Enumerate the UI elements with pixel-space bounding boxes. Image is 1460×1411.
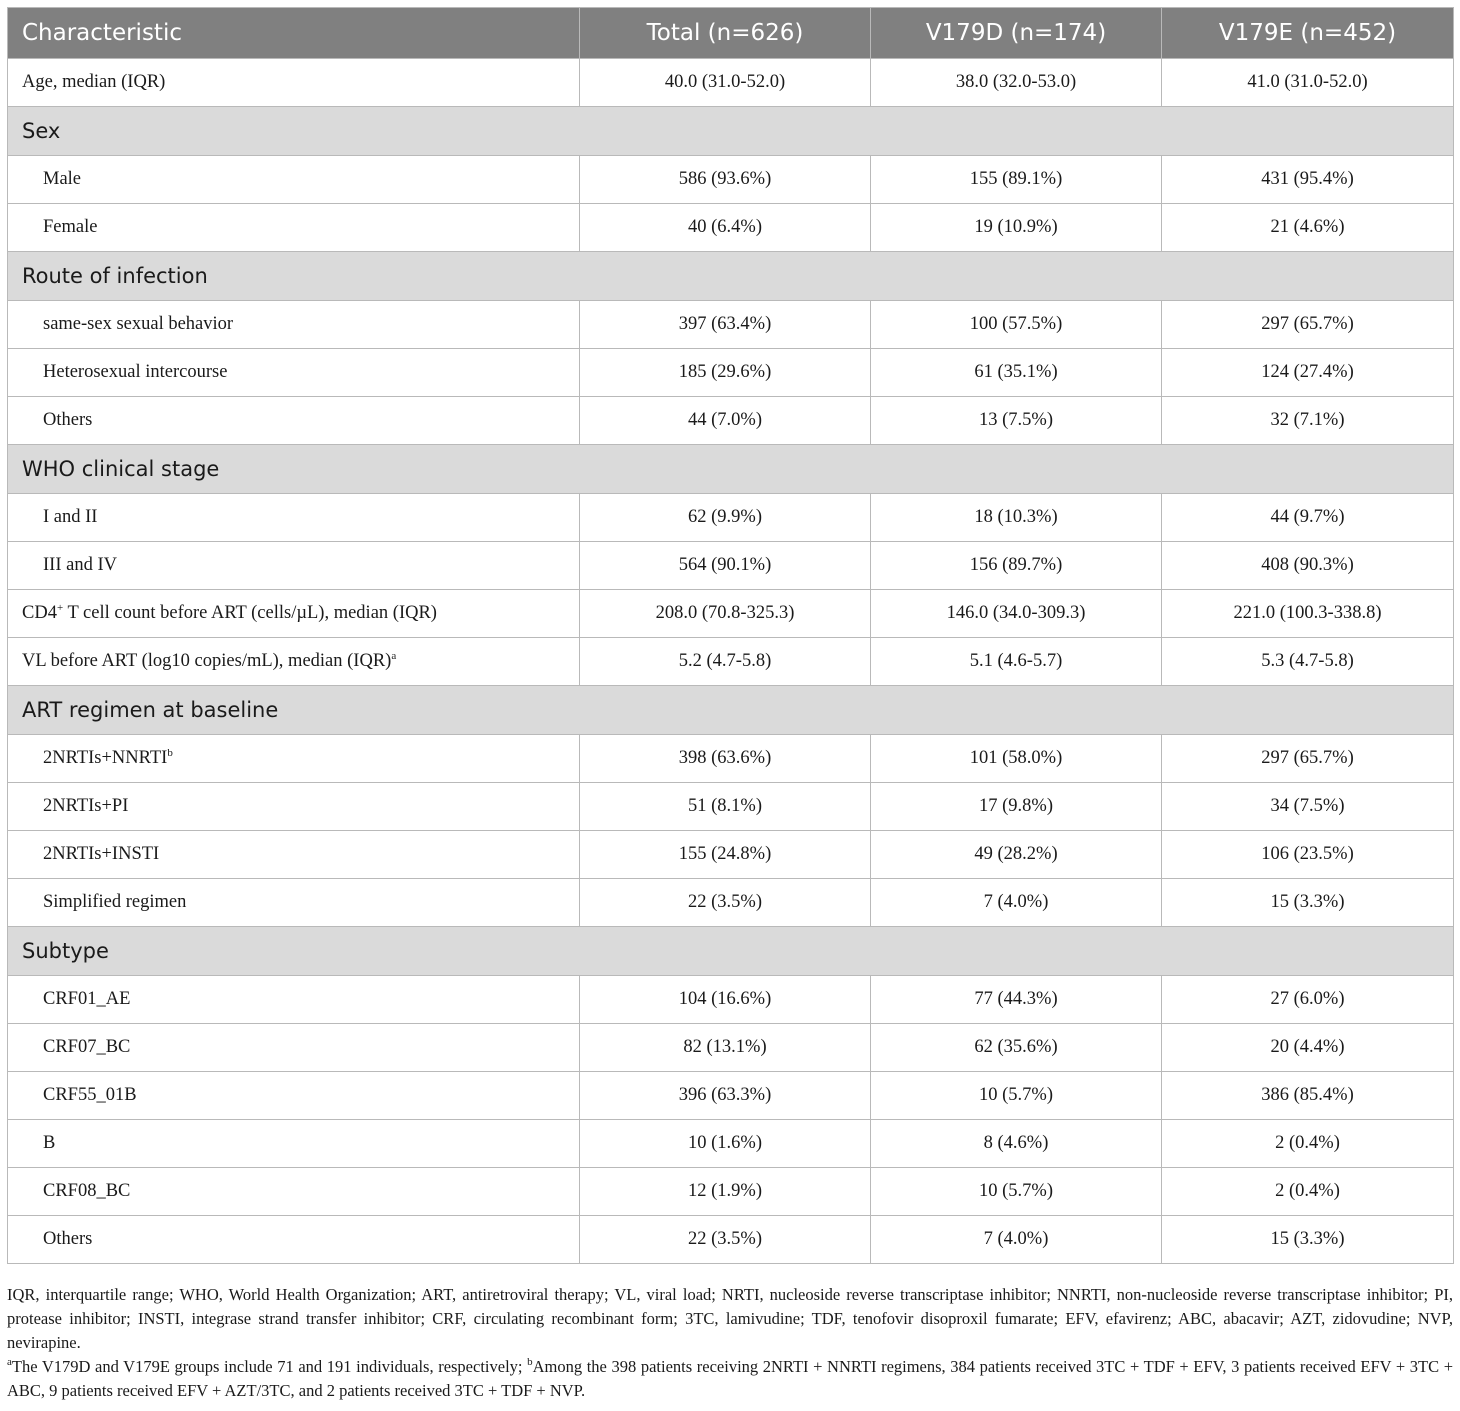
table-row [8, 1168, 1454, 1216]
table-row [8, 542, 1454, 590]
note-b-mark: b [527, 1356, 533, 1368]
row-label-text: Male [43, 169, 82, 189]
cell-total: 396 (63.3%) [580, 1072, 871, 1120]
cell-v179e: 15 (3.3%) [1162, 879, 1454, 927]
row-label-text: 2NRTIs+PI [43, 796, 129, 816]
row-label [8, 831, 580, 879]
cell-v179e: 5.3 (4.7-5.8) [1162, 638, 1454, 686]
cell-v179d: 77 (44.3%) [871, 976, 1162, 1024]
row-label-text: CD4 [22, 603, 57, 623]
cell-total: 12 (1.9%) [580, 1168, 871, 1216]
row-label-text: Age, median (IQR) [22, 72, 166, 92]
row-label-text: same-sex sexual behavior [43, 314, 234, 334]
cell-v179e: 2 (0.4%) [1162, 1120, 1454, 1168]
row-label [8, 1072, 580, 1120]
cell-v179d: 10 (5.7%) [871, 1072, 1162, 1120]
table-row [8, 1120, 1454, 1168]
table-row [8, 301, 1454, 349]
cell-v179e: 21 (4.6%) [1162, 204, 1454, 252]
row-label-text: CRF08_BC [43, 1181, 131, 1201]
table-row [8, 638, 1454, 686]
cell-total: 22 (3.5%) [580, 1216, 871, 1264]
cell-total: 564 (90.1%) [580, 542, 871, 590]
row-label-text: III and IV [43, 555, 117, 575]
cell-v179d: 100 (57.5%) [871, 301, 1162, 349]
section-label: WHO clinical stage [8, 445, 1454, 494]
row-label-text: 2NRTIs+NNRTI [43, 748, 168, 768]
header-v179e: V179E (n=452) [1162, 8, 1454, 59]
section-label: Route of infection [8, 252, 1454, 301]
table-row [8, 879, 1454, 927]
table-row [8, 735, 1454, 783]
cell-v179d: 156 (89.7%) [871, 542, 1162, 590]
row-label-text: Others [43, 1229, 93, 1249]
cell-v179e: 106 (23.5%) [1162, 831, 1454, 879]
row-label [8, 494, 580, 542]
section-row [8, 107, 1454, 156]
section-row [8, 252, 1454, 301]
row-label-text: Others [43, 410, 93, 430]
cell-total: 40 (6.4%) [580, 204, 871, 252]
section-label: Subtype [8, 927, 1454, 976]
note-a-mark: a [7, 1356, 12, 1368]
cell-v179e: 408 (90.3%) [1162, 542, 1454, 590]
cell-total: 82 (13.1%) [580, 1024, 871, 1072]
section-row [8, 686, 1454, 735]
cell-total: 22 (3.5%) [580, 879, 871, 927]
table-row [8, 1216, 1454, 1264]
cell-v179e: 2 (0.4%) [1162, 1168, 1454, 1216]
table-row [8, 976, 1454, 1024]
cell-v179d: 18 (10.3%) [871, 494, 1162, 542]
header-characteristic: Characteristic [8, 8, 580, 59]
row-label-text: Heterosexual intercourse [43, 362, 228, 382]
abbreviations-note: IQR, interquartile range; WHO, World Health Organization; ART, antiretroviral therapy; VL, viral load; NRTI, nucleoside reverse transcriptase inhibitor; NNRTI, non-nucleoside reverse transcriptase inhibitor; PI, protease inhibitor; INSTI, integrase strand transfer inhibitor; CRF, circulating recombinant form; 3TC, lamivudine; TDF, tenofovir disoproxil fumarate; EFV, efavirenz; ABC, abacavir; AZT, zidovudine; NVP, nevirapine. [7, 1285, 1453, 1352]
row-label [8, 349, 580, 397]
cell-total: 62 (9.9%) [580, 494, 871, 542]
row-label [8, 1024, 580, 1072]
cell-v179e: 124 (27.4%) [1162, 349, 1454, 397]
cell-v179e: 386 (85.4%) [1162, 1072, 1454, 1120]
row-label [8, 1216, 580, 1264]
table-row [8, 590, 1454, 638]
cell-v179e: 32 (7.1%) [1162, 397, 1454, 445]
cell-v179d: 49 (28.2%) [871, 831, 1162, 879]
cell-v179d: 62 (35.6%) [871, 1024, 1162, 1072]
row-label [8, 59, 580, 107]
cell-v179e: 27 (6.0%) [1162, 976, 1454, 1024]
cell-v179d: 101 (58.0%) [871, 735, 1162, 783]
cell-v179d: 7 (4.0%) [871, 1216, 1162, 1264]
row-label [8, 156, 580, 204]
row-label-text: B [43, 1133, 56, 1153]
cell-v179e: 44 (9.7%) [1162, 494, 1454, 542]
row-label [8, 1168, 580, 1216]
row-label-superscript: + [56, 602, 64, 614]
row-label-text: CRF01_AE [43, 989, 131, 1009]
table-row [8, 831, 1454, 879]
cell-total: 586 (93.6%) [580, 156, 871, 204]
row-label-text: VL before ART (log10 copies/mL), median (IQR) [22, 651, 392, 671]
row-label-text: I and II [43, 507, 98, 527]
cell-total: 185 (29.6%) [580, 349, 871, 397]
cell-v179d: 8 (4.6%) [871, 1120, 1162, 1168]
cell-v179e: 15 (3.3%) [1162, 1216, 1454, 1264]
cell-v179d: 38.0 (32.0-53.0) [871, 59, 1162, 107]
cell-total: 104 (16.6%) [580, 976, 871, 1024]
table-row [8, 349, 1454, 397]
cell-v179e: 41.0 (31.0-52.0) [1162, 59, 1454, 107]
table-row [8, 783, 1454, 831]
table-header-row [8, 8, 1454, 59]
table-row [8, 204, 1454, 252]
table-row [8, 156, 1454, 204]
section-label: ART regimen at baseline [8, 686, 1454, 735]
cell-v179e: 34 (7.5%) [1162, 783, 1454, 831]
cell-total: 398 (63.6%) [580, 735, 871, 783]
table-row [8, 1024, 1454, 1072]
row-label [8, 397, 580, 445]
characteristics-table [7, 7, 1454, 1264]
row-label-superscript: b [167, 747, 173, 759]
cell-total: 10 (1.6%) [580, 1120, 871, 1168]
cell-v179e: 221.0 (100.3-338.8) [1162, 590, 1454, 638]
cell-total: 44 (7.0%) [580, 397, 871, 445]
row-label-text-after: T cell count before ART (cells/µL), median (IQR) [63, 603, 437, 623]
cell-v179d: 17 (9.8%) [871, 783, 1162, 831]
row-label [8, 1120, 580, 1168]
row-label [8, 301, 580, 349]
cell-v179d: 146.0 (34.0-309.3) [871, 590, 1162, 638]
cell-v179d: 7 (4.0%) [871, 879, 1162, 927]
section-row [8, 927, 1454, 976]
table-footnotes [7, 1283, 1453, 1403]
cell-v179e: 297 (65.7%) [1162, 301, 1454, 349]
table-row [8, 397, 1454, 445]
cell-v179d: 61 (35.1%) [871, 349, 1162, 397]
cell-v179d: 155 (89.1%) [871, 156, 1162, 204]
row-label [8, 879, 580, 927]
table-row [8, 59, 1454, 107]
row-label-text: 2NRTIs+INSTI [43, 844, 160, 864]
cell-total: 51 (8.1%) [580, 783, 871, 831]
row-label [8, 542, 580, 590]
cell-total: 397 (63.4%) [580, 301, 871, 349]
row-label-text: CRF55_01B [43, 1085, 137, 1105]
table-row [8, 494, 1454, 542]
cell-v179d: 13 (7.5%) [871, 397, 1162, 445]
row-label [8, 638, 580, 686]
cell-v179d: 10 (5.7%) [871, 1168, 1162, 1216]
table-body [8, 59, 1454, 1264]
row-label [8, 976, 580, 1024]
row-label [8, 204, 580, 252]
row-label [8, 735, 580, 783]
row-label [8, 590, 580, 638]
cell-total: 5.2 (4.7-5.8) [580, 638, 871, 686]
cell-v179d: 19 (10.9%) [871, 204, 1162, 252]
row-label-superscript: a [391, 650, 397, 662]
header-v179d: V179D (n=174) [871, 8, 1162, 59]
row-label [8, 783, 580, 831]
section-row [8, 445, 1454, 494]
row-label-text: CRF07_BC [43, 1037, 131, 1057]
note-b: Among the 398 patients receiving 2NRTI + NNRTI regimens, 384 patients received 3TC + TDF + EFV, 3 patients received EFV + 3TC + ABC, 9 patients received EFV + AZT/3TC, and 2 patients received 3TC + TDF + NVP. [7, 1357, 1454, 1400]
row-label-text: Simplified regimen [43, 892, 187, 912]
cell-v179e: 20 (4.4%) [1162, 1024, 1454, 1072]
note-a: The V179D and V179E groups include 71 and 191 individuals, respectively; [11, 1357, 528, 1376]
cell-v179d: 5.1 (4.6-5.7) [871, 638, 1162, 686]
cell-v179e: 431 (95.4%) [1162, 156, 1454, 204]
superscript-notes [7, 1355, 1453, 1403]
header-total: Total (n=626) [580, 8, 871, 59]
row-label-text: Female [43, 217, 98, 237]
cell-total: 208.0 (70.8-325.3) [580, 590, 871, 638]
section-label: Sex [8, 107, 1454, 156]
table-container [7, 7, 1453, 1264]
table-row [8, 1072, 1454, 1120]
cell-total: 40.0 (31.0-52.0) [580, 59, 871, 107]
cell-total: 155 (24.8%) [580, 831, 871, 879]
cell-v179e: 297 (65.7%) [1162, 735, 1454, 783]
